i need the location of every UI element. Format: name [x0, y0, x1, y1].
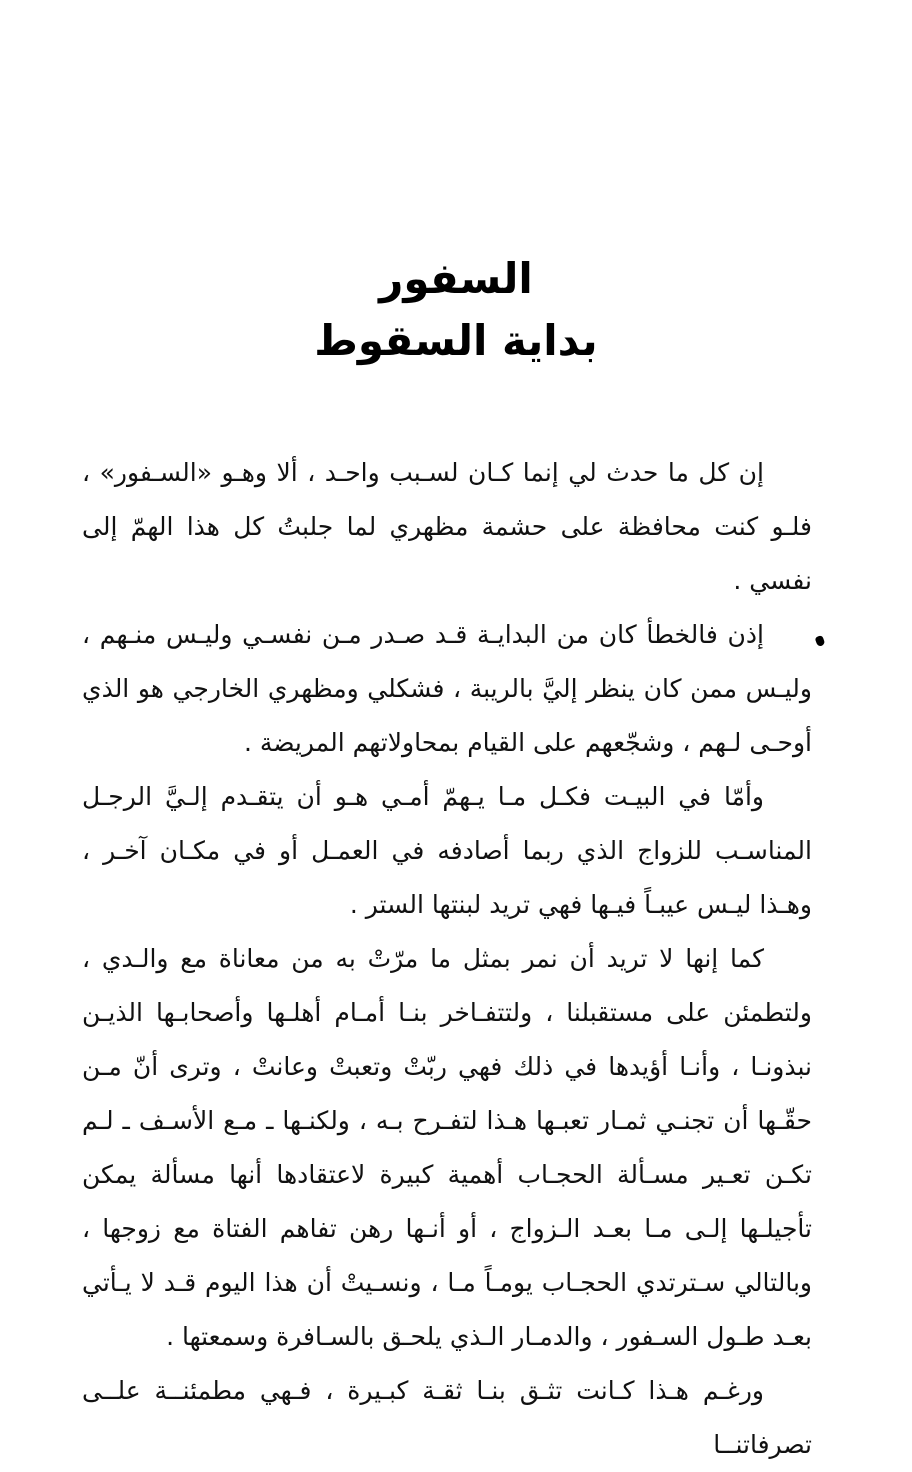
margin-mark	[815, 635, 826, 647]
paragraph-5: ورغـم هـذا كـانت تثـق بنـا ثقـة كبـيرة ، فـهي مطمئنــة علــى تصرفاتنــا	[82, 1376, 812, 1459]
paragraph-1: إن كل ما حدث لي إنما كـان لسـبب واحـد ، ألا وهـو «السـفور» ، فلـو كنت محافظة على حشمة مظهري لما جلبتُ كل هذا الهمّ إلى نفسي .	[82, 458, 812, 595]
title-line-2: بداية السقوط	[314, 316, 598, 365]
paragraph-3: وأمّا في البيـت فكـل مـا يـهمّ أمـي هـو أن يتقـدم إلـيَّ الرجـل المناسـب للزواج الذي ربما أصادفه في العمـل أو في مكـان آخـر ، وهـذا ليـس عيبـاً فيـها فهي تريد لبنتها الستر .	[82, 782, 812, 919]
title-line-1: السفور	[379, 254, 533, 303]
chapter-title	[0, 248, 912, 372]
paragraph-4: كما إنها لا تريد أن نمر بمثل ما مرّتْ به من معاناة مع والـدي ، ولتطمئن على مستقبلنا ، ولتتفـاخر بنـا أمـام أهلـها وأصحابـها الذيـن نبذونـا ، وأنـا أؤيدها في ذلك فهي ربّتْ وتعبتْ وعانتْ ، وترى أنّ مـن حقّـها أن تجنـي ثمـار تعبـها هـذا لتفـرح بـه ، ولكنـها ـ مـع الأسـف ـ لـم تكـن تعـير مسـألة الحجـاب أهمية كبيرة لاعتقادها أنها مسألة يمكن تأجيلـها إلـى مـا بعـد الـزواج ، أو أنـها رهن تفاهم الفتاة مع زوجها ، وبالتالي سـترتدي الحجـاب يومـاً مـا ، ونسـيتْ أن هذا اليوم قـد لا يـأتي بعـد طـول السـفور ، والدمـار الـذي يلحـق بالسـافرة وسمعتها .	[82, 944, 812, 1351]
paragraph-2: إذن فالخطأ كان من البدايـة قـد صـدر مـن نفسـي وليـس منـهم ، وليـس ممن كان ينظر إليَّ بالريبة ، فشكلي ومظهري الخارجي هو الذي أوحـى لـهم ، وشجّعهم على القيام بمحاولاتهم المريضة .	[82, 620, 812, 757]
chapter-body	[82, 446, 812, 1472]
